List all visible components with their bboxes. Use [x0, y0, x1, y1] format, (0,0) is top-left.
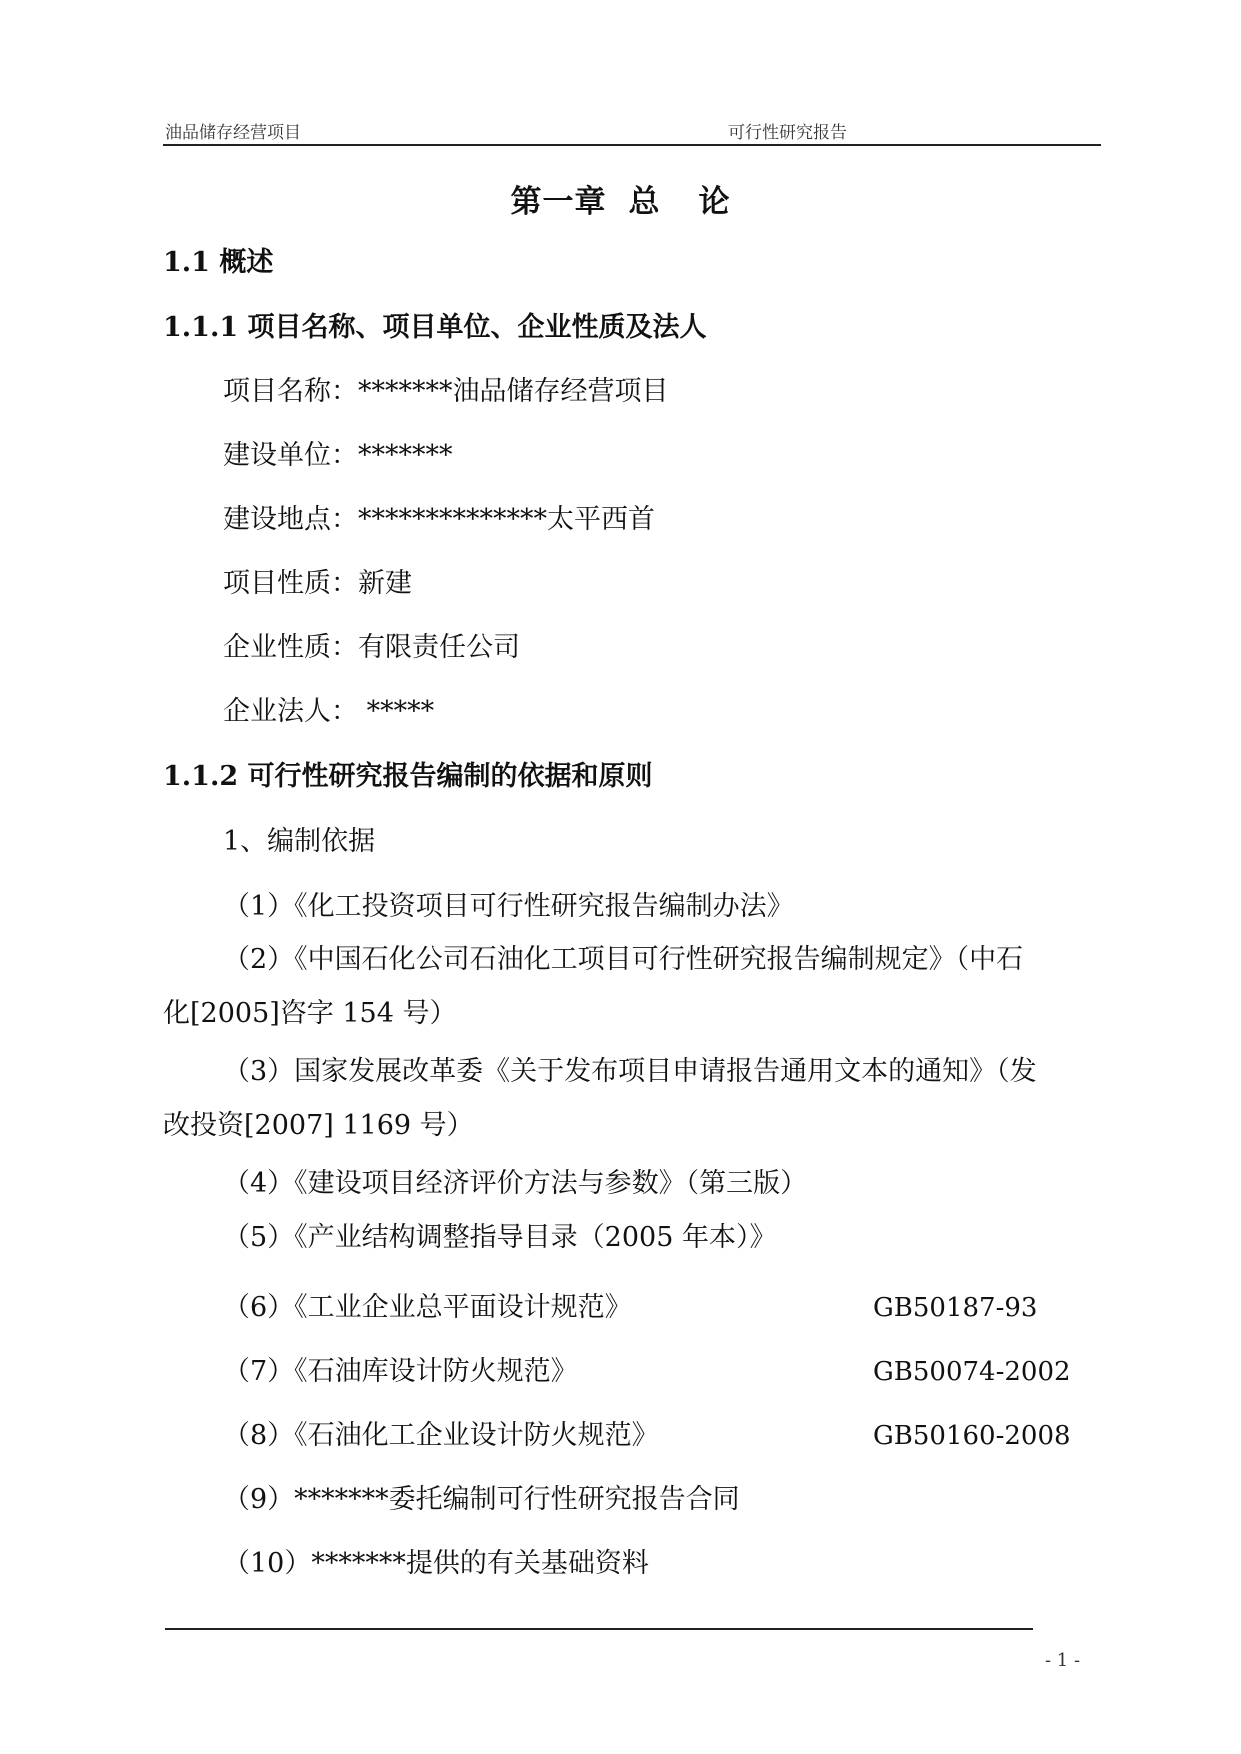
project-nature: 项目性质：新建	[223, 568, 412, 599]
basis-item-4: （4）《建设项目经济评价方法与参数》（第三版）	[223, 1168, 808, 1199]
basis-item-8-code: GB50160-2008	[873, 1421, 1071, 1451]
section-heading-1-1: 1.1 概述	[163, 247, 274, 278]
project-name: 项目名称：*******油品储存经营项目	[223, 376, 669, 407]
chapter-title	[0, 176, 1241, 221]
basis-item-5: （5）《产业结构调整指导目录（2005 年本）》	[223, 1222, 777, 1253]
basis-item-2-line2: 化[2005]咨字 154 号）	[163, 998, 457, 1029]
construction-unit: 建设单位：*******	[223, 440, 453, 471]
page-number: - 1 -	[1045, 1650, 1081, 1671]
basis-item-10: （10）*******提供的有关基础资料	[223, 1548, 649, 1579]
footer-rule	[165, 1628, 1033, 1630]
header-doc-title: 油品储存经营项目	[165, 123, 301, 143]
legal-person: 企业法人： *****	[223, 696, 435, 727]
section-heading-1-1-2: 1.1.2 可行性研究报告编制的依据和原则	[163, 761, 653, 792]
chapter-word-1: 总	[628, 184, 661, 220]
construction-site: 建设地点：**************太平西首	[223, 504, 655, 535]
basis-item-7-code: GB50074-2002	[873, 1357, 1071, 1387]
basis-item-8: （8）《石油化工企业设计防火规范》	[223, 1420, 659, 1451]
basis-title: 1、编制依据	[223, 826, 376, 857]
basis-item-7: （7）《石油库设计防火规范》	[223, 1356, 578, 1387]
basis-item-6-code: GB50187-93	[873, 1293, 1038, 1323]
section-heading-1-1-1: 1.1.1 项目名称、项目单位、企业性质及法人	[163, 312, 707, 343]
basis-item-3-line2: 改投资[2007] 1169 号）	[163, 1110, 474, 1141]
page-header	[163, 108, 1101, 146]
basis-item-6: （6）《工业企业总平面设计规范》	[223, 1292, 632, 1323]
enterprise-nature: 企业性质：有限责任公司	[223, 632, 520, 663]
basis-item-1: （1）《化工投资项目可行性研究报告编制办法》	[223, 891, 794, 922]
basis-item-3-line1: （3）国家发展改革委《关于发布项目申请报告通用文本的通知》（发	[223, 1056, 1037, 1087]
basis-item-2-line1: （2）《中国石化公司石油化工项目可行性研究报告编制规定》（中石	[223, 944, 1024, 975]
chapter-word-2: 论	[698, 184, 731, 220]
basis-item-9: （9）*******委托编制可行性研究报告合同	[223, 1484, 740, 1515]
header-report-type: 可行性研究报告	[728, 123, 847, 143]
chapter-number: 第一章	[510, 184, 607, 220]
